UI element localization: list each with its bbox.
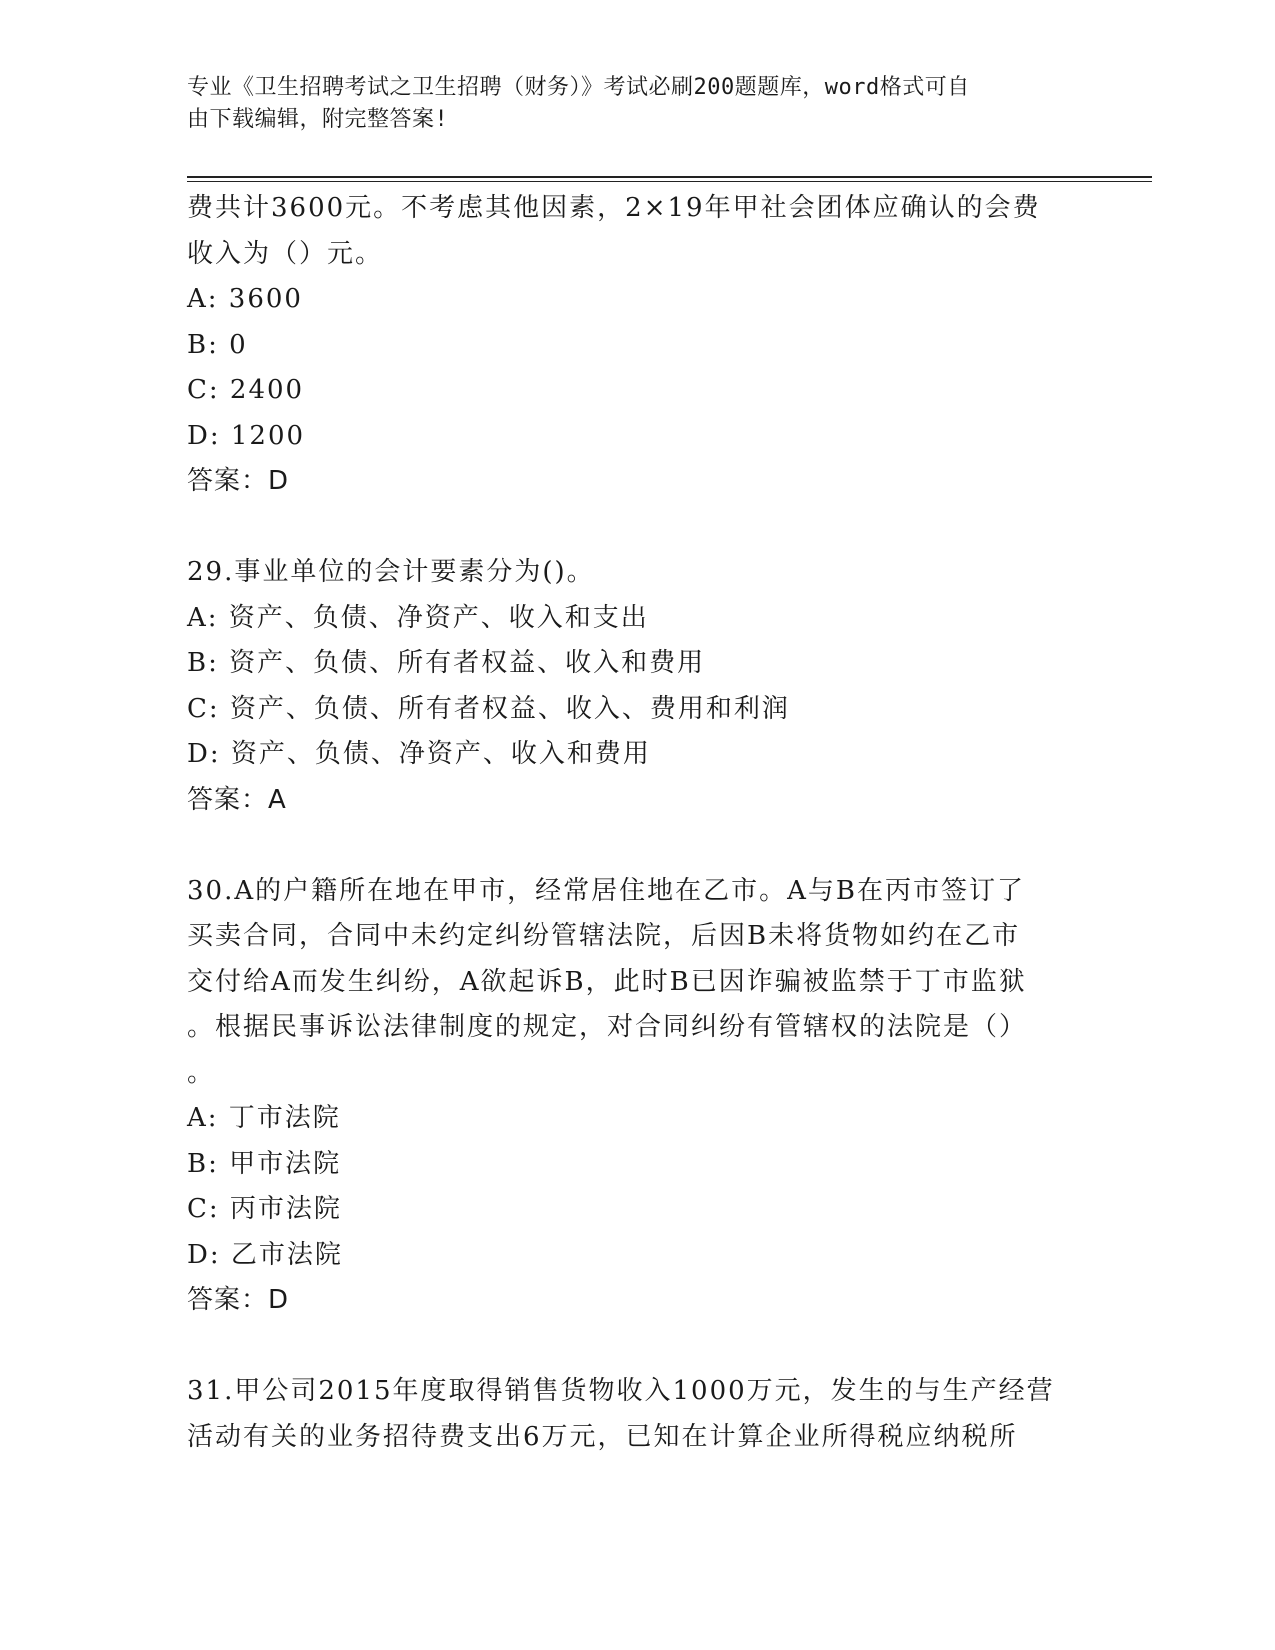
option-c: C: 丙市法院 bbox=[187, 1194, 342, 1224]
question-list bbox=[187, 186, 1077, 1460]
option-a: A: 3600 bbox=[187, 284, 303, 314]
option-a: A: 丁市法院 bbox=[187, 1103, 341, 1133]
option-d: D: 乙市法院 bbox=[187, 1239, 343, 1270]
question-stem-line: 30.A的户籍所在地在甲市，经常居住地在乙市。A与B在丙市签订了 bbox=[187, 875, 1026, 906]
question-stem-line: 29.事业单位的会计要素分为()。 bbox=[187, 557, 595, 587]
question-stem-line: 31.甲公司2015年度取得销售货物收入1000万元，发生的与生产经营 bbox=[187, 1376, 1055, 1406]
question-stem-line: 活动有关的业务招待费支出6万元，已知在计算企业所得税应纳税所 bbox=[187, 1421, 1018, 1452]
question-30 bbox=[187, 869, 1077, 1324]
header-line-2: 由下载编辑，附完整答案! bbox=[187, 107, 449, 132]
header-line-1: 专业《卫生招聘考试之卫生招聘（财务）》考试必刷200题题库，word格式可自 bbox=[187, 75, 970, 100]
option-a: A: 资产、负债、净资产、收入和支出 bbox=[187, 602, 649, 633]
question-stem-line: 。 bbox=[187, 1057, 216, 1088]
option-d: D: 资产、负债、净资产、收入和费用 bbox=[187, 739, 651, 769]
question-stem-line: 费共计3600元。不考虑其他因素，2×19年甲社会团体应确认的会费 bbox=[187, 193, 1041, 223]
header-divider-thin bbox=[187, 181, 1152, 182]
header-divider-thick bbox=[187, 176, 1152, 178]
page-header bbox=[187, 72, 1067, 136]
question-28 bbox=[187, 186, 1077, 505]
spacer bbox=[187, 823, 1077, 869]
question-stem-line: 。根据民事诉讼法律制度的规定，对合同纠纷有管辖权的法院是（） bbox=[187, 1012, 1028, 1042]
spacer bbox=[187, 505, 1077, 551]
option-b: B: 甲市法院 bbox=[187, 1148, 342, 1179]
option-c: C: 资产、负债、所有者权益、收入、费用和利润 bbox=[187, 693, 790, 724]
option-b: B: 资产、负债、所有者权益、收入和费用 bbox=[187, 648, 706, 678]
option-d: D: 1200 bbox=[187, 420, 306, 451]
question-29 bbox=[187, 550, 1077, 823]
answer-line: 答案：D bbox=[187, 466, 290, 496]
question-stem-line: 交付给A而发生纠纷，A欲起诉B，此时B已因诈骗被监禁于丁市监狱 bbox=[187, 966, 1027, 997]
question-31 bbox=[187, 1369, 1077, 1460]
option-b: B: 0 bbox=[187, 329, 248, 360]
answer-line: 答案：A bbox=[187, 784, 287, 815]
spacer bbox=[187, 1324, 1077, 1370]
question-stem-line: 收入为（）元。 bbox=[187, 238, 384, 269]
question-stem-line: 买卖合同，合同中未约定纠纷管辖法院，后因B未将货物如约在乙市 bbox=[187, 921, 1021, 951]
option-c: C: 2400 bbox=[187, 375, 305, 405]
answer-line: 答案：D bbox=[187, 1285, 290, 1315]
